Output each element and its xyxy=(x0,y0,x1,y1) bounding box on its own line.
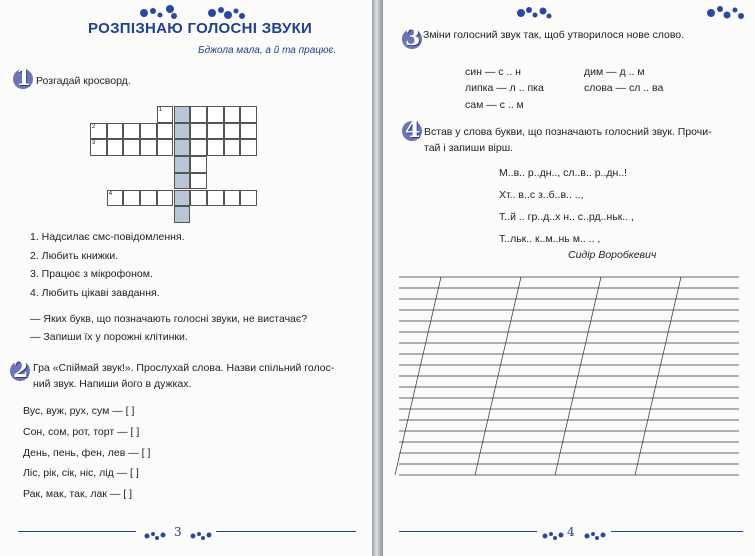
crossword-cell[interactable] xyxy=(123,190,140,207)
crossword-cell[interactable] xyxy=(207,123,224,140)
clue-item: 1. Надсилає смс-повідомлення. xyxy=(30,231,185,243)
crossword-cell[interactable] xyxy=(224,190,241,207)
crossword-cell[interactable] xyxy=(174,190,191,207)
crossword-cell[interactable] xyxy=(157,123,174,140)
page-title: РОЗПІЗНАЮ ГОЛОСНІ ЗВУКИ xyxy=(88,20,313,37)
footer-rule xyxy=(216,531,356,532)
page-right xyxy=(383,0,755,556)
crossword-cell[interactable] xyxy=(174,173,191,190)
crossword-cell[interactable] xyxy=(90,139,107,156)
task-number-badge: 3 xyxy=(402,27,422,51)
crossword-cell-label: 2 xyxy=(92,123,96,130)
crossword-cell[interactable] xyxy=(157,139,174,156)
crossword-cell[interactable] xyxy=(140,139,157,156)
page-left xyxy=(0,0,372,556)
footer-dots-icon xyxy=(541,528,567,546)
clue-item: 4. Любить цікаві завдання. xyxy=(30,287,160,299)
crossword-cell[interactable] xyxy=(190,173,207,190)
crossword-cell[interactable] xyxy=(190,156,207,173)
crossword-cell[interactable] xyxy=(174,123,191,140)
task-number-badge: 1 xyxy=(13,67,33,91)
crossword-cell[interactable] xyxy=(224,123,241,140)
poem-line: Т..льк.. к..м..нь м.. .. , xyxy=(499,233,601,245)
task-instruction: Гра «Спіймай звук!». Прослухай слова. Назви спільний голос- ний звук. Напиши його в дужках. xyxy=(33,362,335,390)
footer-dots-icon xyxy=(143,528,169,546)
poem-line: М..в.. р..дн.., сл..в.. р..дн..! xyxy=(499,167,628,179)
crossword-cell[interactable] xyxy=(157,106,174,123)
word-row: Сон, сом, рот, торт — [ ] xyxy=(23,426,140,438)
proverb: Бджола мала, а й та працює. xyxy=(198,45,337,56)
task-number-badge: 4 xyxy=(402,119,422,143)
footer-rule xyxy=(611,531,743,532)
task-instruction: Зміни голосний звук так, щоб утворилося нове слово. xyxy=(423,29,685,41)
book-gutter xyxy=(372,0,383,556)
crossword-cell[interactable] xyxy=(240,190,257,207)
footer-rule xyxy=(399,531,537,532)
poem-line: Хт.. в..с з..б..в.. .., xyxy=(499,189,584,201)
footer-dots-icon xyxy=(583,528,609,546)
word-row: Рак, мак, так, лак — [ ] xyxy=(23,488,133,500)
word-pair: липка — л .. пка xyxy=(465,82,544,94)
crossword-cell[interactable] xyxy=(207,190,224,207)
poem-line: Т..й .. гр..д..х н.. с..рд..ньк.. , xyxy=(499,211,634,223)
poem-author: Сидір Воробкевич xyxy=(568,249,657,261)
instruction-text: — Запиши їх у порожні клітинки. xyxy=(30,331,188,343)
crossword-cell[interactable] xyxy=(240,106,257,123)
task-number-badge: 2 xyxy=(10,359,30,383)
task-instruction: Розгадай кросворд. xyxy=(36,75,131,87)
crossword-cell[interactable] xyxy=(224,139,241,156)
decorative-dots-icon xyxy=(138,3,248,21)
crossword-cell[interactable] xyxy=(240,123,257,140)
crossword-cell-label: 1 xyxy=(158,107,163,113)
crossword-cell[interactable] xyxy=(157,190,174,207)
crossword-cell[interactable] xyxy=(190,139,207,156)
crossword-cell[interactable] xyxy=(174,106,191,123)
page-number: 3 xyxy=(174,525,182,539)
crossword-cell[interactable] xyxy=(107,190,124,207)
crossword-cell[interactable] xyxy=(123,139,140,156)
crossword-cell[interactable] xyxy=(240,139,257,156)
crossword-cell[interactable] xyxy=(90,123,107,140)
question-text: — Яких букв, що позначають голосні звуки, не вистачає? xyxy=(30,313,308,325)
crossword-cell-label: 4 xyxy=(108,190,113,197)
crossword-cell[interactable] xyxy=(207,139,224,156)
word-row: День, пень, фен, лев — [ ] xyxy=(23,447,151,459)
word-row: Вус, вуж, рух, сум — [ ] xyxy=(23,405,135,417)
clue-item: 3. Працює з мікрофоном. xyxy=(30,268,153,280)
crossword-cell[interactable] xyxy=(107,139,124,156)
crossword-cell[interactable] xyxy=(190,123,207,140)
word-pair: сам — с .. м xyxy=(465,99,524,111)
crossword-cell[interactable] xyxy=(174,156,191,173)
word-pair: дим — д .. м xyxy=(584,66,645,78)
crossword-cell[interactable] xyxy=(224,106,241,123)
footer-dots-icon xyxy=(189,528,215,546)
crossword-cell[interactable] xyxy=(190,106,207,123)
crossword-cell[interactable] xyxy=(140,123,157,140)
crossword-cell[interactable] xyxy=(207,106,224,123)
word-pair: син — с .. н xyxy=(465,66,521,78)
crossword-cell[interactable] xyxy=(140,190,157,207)
crossword-cell[interactable] xyxy=(123,123,140,140)
footer-rule xyxy=(18,531,136,532)
crossword-cell[interactable] xyxy=(174,139,191,156)
crossword-cell[interactable] xyxy=(190,190,207,207)
crossword-cell[interactable] xyxy=(174,206,191,223)
clue-item: 2. Любить книжки. xyxy=(30,250,119,262)
word-row: Ліс, рік, сік, ніс, лід — [ ] xyxy=(23,467,139,479)
word-pair: слова — сл .. ва xyxy=(584,82,664,94)
crossword-cell-label: 3 xyxy=(92,140,96,147)
page-number: 4 xyxy=(567,525,575,539)
crossword-cell[interactable] xyxy=(107,123,124,140)
task-instruction: Встав у слова букви, що позначають голосний звук. Прочи- тай і запиши вірш. xyxy=(424,126,712,154)
